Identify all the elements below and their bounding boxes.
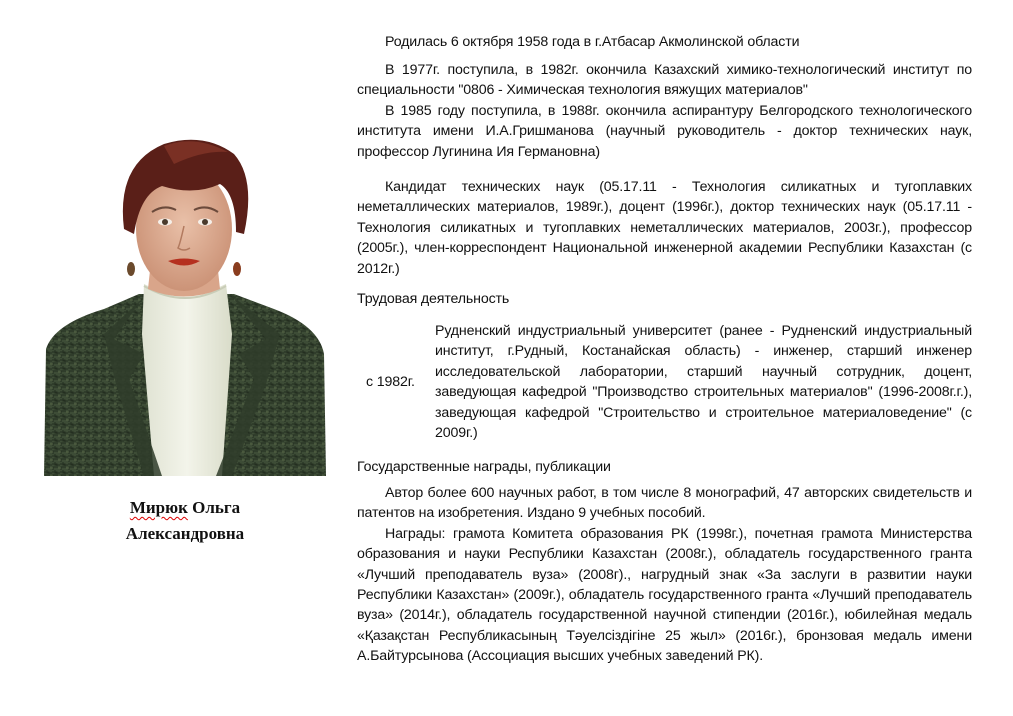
person-name bbox=[44, 495, 326, 547]
person-name-line2: Александровна bbox=[125, 524, 245, 543]
publications-paragraph: Автор более 600 научных работ, в том числе 8 монографий, 47 авторских свидетельств и патентов на изобретения. Издано 9 учебных пособий. bbox=[357, 485, 972, 522]
portrait-photo bbox=[44, 134, 326, 476]
work-entry-description: Рудненский индустриальный университет (ранее - Рудненский индустриальный институт, г.Рудный, Костанайская область) - инженер, старший инженер исследовательской лаборатории, старший научный сотрудник, доцент, заведующая кафедрой "Производство строительных материалов" (1996-2008г.г.), заведующая кафедрой "Строительство и строительное материаловедение" (с 2009г.) bbox=[435, 323, 972, 442]
education-section bbox=[357, 60, 972, 162]
work-entry-year: с 1982г. bbox=[366, 374, 415, 391]
work-heading: Трудовая деятельность bbox=[357, 291, 510, 307]
work-heading-wrap bbox=[357, 289, 972, 309]
education-paragraph-1: В 1977г. поступила, в 1982г. окончила Казахский химико-технологический институт по специальности "0806 - Химическая технология вяжущих материалов" bbox=[357, 62, 972, 99]
awards-section bbox=[357, 483, 972, 667]
work-entry bbox=[357, 321, 972, 443]
education-paragraph-2: В 1985 году поступила, в 1988г. окончила аспирантуру Белгородского технологического института имени И.А.Гришманова (научный руководитель - доктор технических наук, профессор Лугинина Ия Германовна) bbox=[357, 102, 972, 160]
awards-paragraph: Награды: грамота Комитета образования РК (1998г.), почетная грамота Министерства образования и науки Республики Казахстан (2008г.), обладатель государственного гранта «Лучший преподаватель вуза» (2008г)., нагрудный знак «За заслуги в развитии науки Республики Казахстан» (2009г.), обладатель государственного гранта «Лучший преподаватель вуза» (2014г.), обладатель государственной научной стипендии (2016г.), юбилейная медаль «Қазақстан Республикасының Тәуелсіздігіне 25 жыл» (2016г.), бронзовая медаль имени А.Байтурсынова (Ассоциация высших учебных заведений РК). bbox=[357, 525, 972, 665]
surname-spellcheck: Мирюк bbox=[129, 498, 188, 517]
degrees-paragraph: Кандидат технических наук (05.17.11 - Технология силикатных и тугоплавких неметаллических материалов, 1989г.), доцент (1996г.), доктор технических наук (05.17.11 - Технология силикатных и тугоплавких неметаллических материалов, 2003г.), профессор (2005г.), член-корреспондент Национальной инженерной академии Республики Казахстан (с 2012г.) bbox=[357, 179, 972, 277]
awards-heading: Государственные награды, публикации bbox=[357, 459, 611, 475]
degrees-section bbox=[357, 177, 972, 279]
person-name-line1: Мирюк Ольга bbox=[129, 498, 241, 517]
awards-heading-wrap bbox=[357, 457, 972, 477]
bio-section bbox=[357, 32, 972, 52]
birth-paragraph: Родилась 6 октября 1958 года в г.Атбасар Акмолинской области bbox=[385, 34, 800, 50]
